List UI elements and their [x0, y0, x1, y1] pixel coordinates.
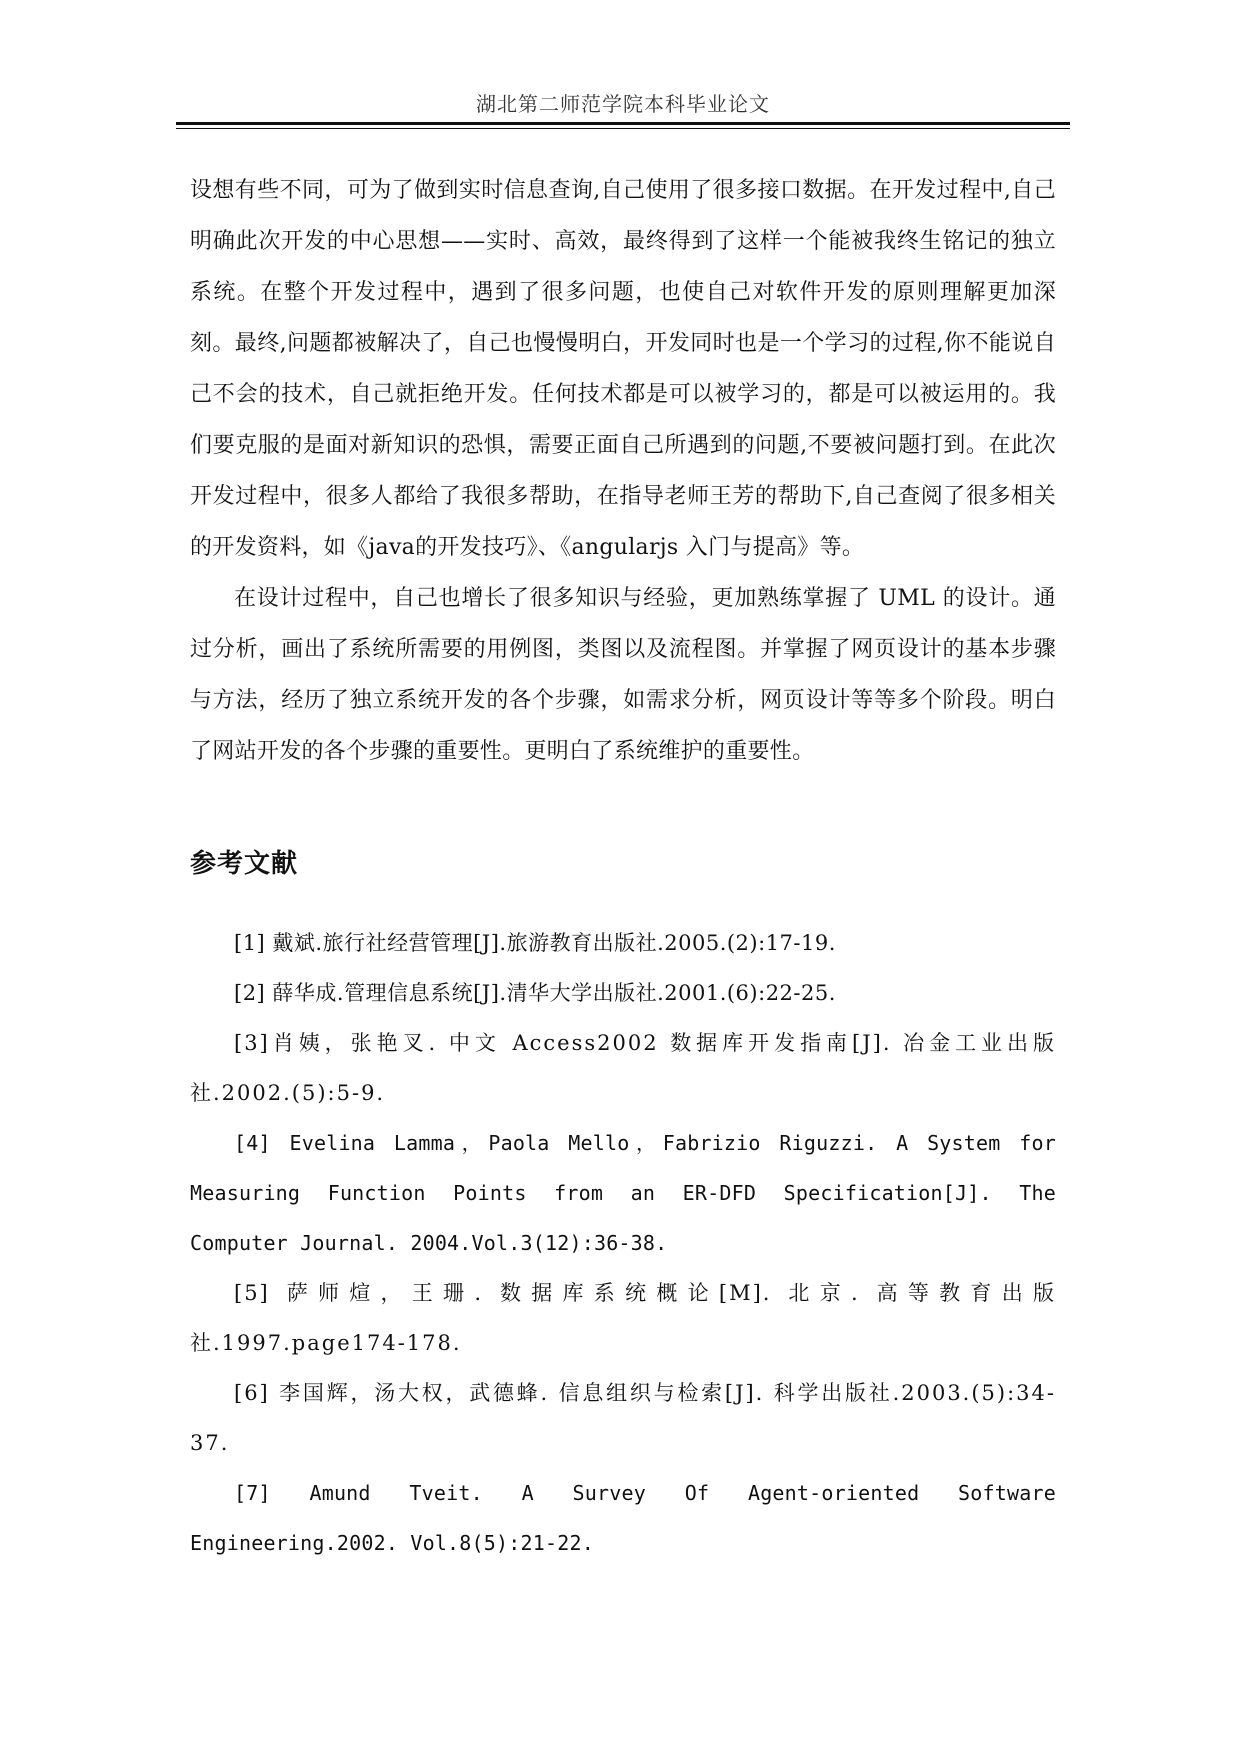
header-rule-thin [176, 128, 1070, 129]
body-paragraph: 在设计过程中，自己也增长了很多知识与经验，更加熟练掌握了 UML 的设计。通过分析，画出了系统所需要的用例图，类图以及流程图。并掌握了网页设计的基本步骤与方法，经历了独立系统开发的各个步骤，如需求分析，网页设计等等多个阶段。明白了网站开发的各个步骤的重要性。更明白了系统维护的重要性。 [190, 586, 1056, 764]
reference-item: [1] 戴斌.旅行社经营管理[J].旅游教育出版社.2005.(2):17-19. [234, 931, 836, 955]
reference-item: [2] 薛华成.管理信息系统[J].清华大学出版社.2001.(6):22-25. [234, 981, 836, 1005]
reference-list [190, 918, 1056, 1568]
references-title: 参考文献 [190, 849, 299, 879]
reference-item: [6] 李国辉，汤大权，武德蜂. 信息组织与检索[J]. 科学出版社.2003.(5):34-37. [190, 1381, 1056, 1455]
reference-item: [5] 萨师煊，王珊. 数据库系统概论[M]. 北京. 高等教育出版社.1997.page174-178. [190, 1281, 1056, 1355]
reference-item: [7] Amund Tveit. A Survey Of Agent-oriented Software Engineering.2002. Vol.8(5):21-22. [190, 1481, 1056, 1555]
body-paragraph: 设想有些不同，可为了做到实时信息查询,自己使用了很多接口数据。在开发过程中,自己明确此次开发的中心思想——实时、高效，最终得到了这样一个能被我终生铭记的独立系统。在整个开发过程中，遇到了很多问题，也使自己对软件开发的原则理解更加深刻。最终,问题都被解决了，自己也慢慢明白，开发同时也是一个学习的过程,你不能说自己不会的技术，自己就拒绝开发。任何技术都是可以被学习的，都是可以被运用的。我们要克服的是面对新知识的恐惧，需要正面自己所遇到的问题,不要被问题打到。在此次开发过程中，很多人都给了我很多帮助，在指导老师王芳的帮助下,自己查阅了很多相关的开发资料，如《java的开发技巧》、《angularjs 入门与提高》等。 [190, 178, 1056, 560]
reference-item: [3]肖姨，张艳叉. 中文 Access2002 数据库开发指南[J]. 冶金工业出版社.2002.(5):5-9. [190, 1031, 1056, 1105]
reference-item: [4] Evelina Lamma，Paola Mello，Fabrizio Riguzzi. A System for Measuring Function Points from an ER-DFD Specification[J]. The Computer Journal. 2004.Vol.3(12):36-38. [190, 1131, 1056, 1255]
body-text [190, 165, 1056, 777]
header-rule [176, 122, 1070, 125]
page-header: 湖北第二师范学院本科毕业论文 [476, 92, 770, 116]
